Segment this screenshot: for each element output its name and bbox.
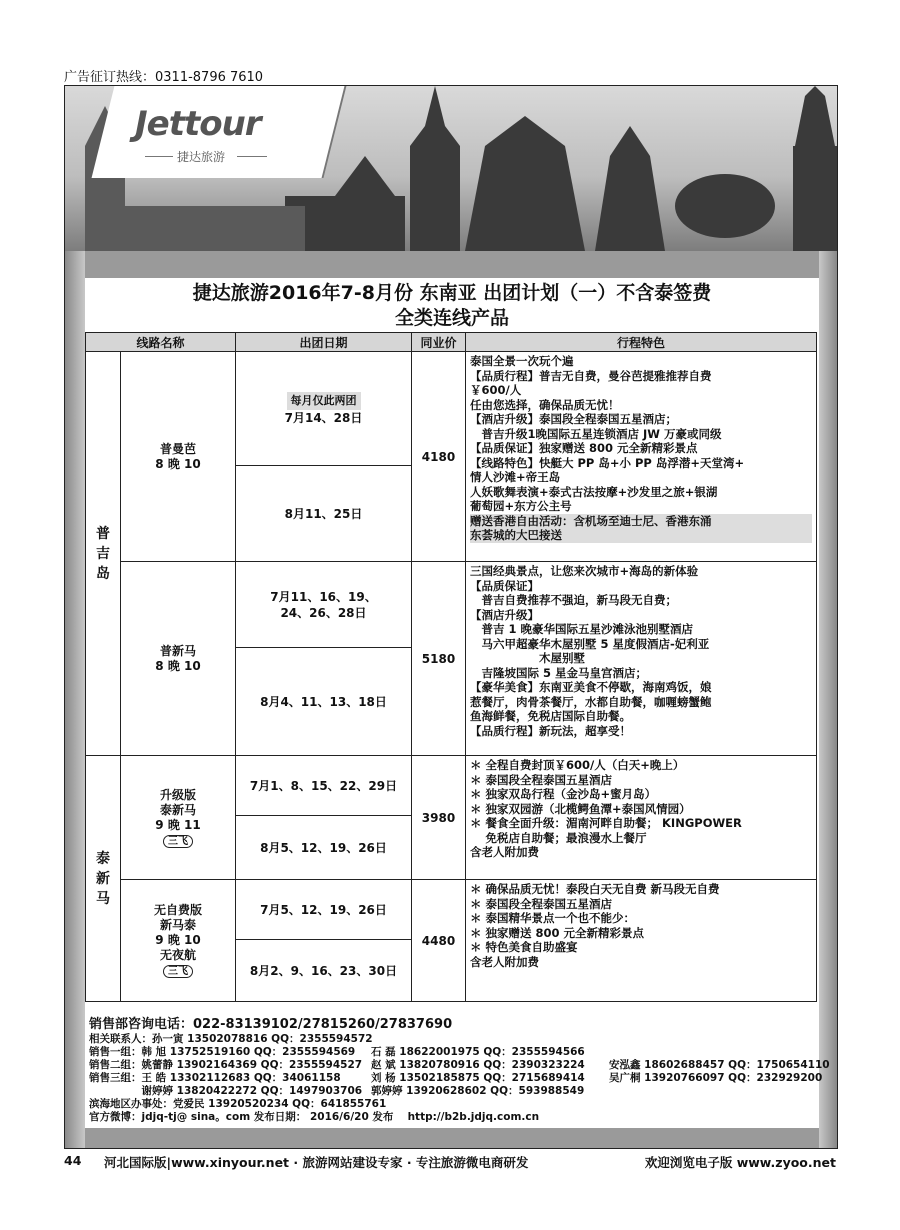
ad-hotline: 广告征订热线：0311-8796 7610 <box>64 70 264 85</box>
schedule-table <box>85 332 817 1002</box>
region-thai-sg-my: 泰 新 马 <box>86 756 121 1002</box>
header-features: 行程特色 <box>466 333 817 352</box>
route-name: 升级版 泰新马 9 晚 11 三飞 <box>121 756 236 880</box>
page-subtitle: 全类连线产品 <box>394 307 509 329</box>
logo-divider-right <box>237 156 267 157</box>
table-row <box>86 756 817 816</box>
plane-icon: 三飞 <box>163 965 193 978</box>
departure-dates: 8月11、25日 <box>236 466 412 562</box>
price: 4180 <box>412 352 466 562</box>
related-contact: 相关联系人：孙一寅 13502078816 QQ：2355594572 <box>89 1033 373 1045</box>
side-decoration-left <box>65 251 85 1148</box>
schedule-panel <box>85 278 830 1128</box>
table-header <box>86 333 817 352</box>
header-route: 线路名称 <box>86 333 236 352</box>
route-name: 普曼芭 8 晚 10 <box>121 352 236 562</box>
departure-dates: 每月仅此两团 7月14、28日 <box>236 352 412 466</box>
departure-dates: 7月11、16、19、 24、26、28日 <box>236 562 412 648</box>
flyer-frame <box>64 85 838 1149</box>
sales-row: 销售三组：王 皓 13302112683 QQ：34061158 刘 杨 13502185875 QQ：2715689414 吴广桐 13920766097 QQ：232929200 <box>89 1072 823 1084</box>
table-row <box>86 880 817 940</box>
header-dates: 出团日期 <box>236 333 412 352</box>
table-row <box>86 562 817 648</box>
region-phuket: 普 吉 岛 <box>86 352 121 756</box>
departure-dates: 8月5、12、19、26日 <box>236 816 412 880</box>
footer-link[interactable]: 欢迎浏览电子版 www.zyoo.net <box>644 1155 836 1170</box>
price: 5180 <box>412 562 466 756</box>
table-row <box>86 352 817 466</box>
departure-dates: 7月1、8、15、22、29日 <box>236 756 412 816</box>
logo-divider-left <box>145 156 173 157</box>
jettour-logo: Jettour <box>135 104 261 144</box>
binhai-office: 滨海地区办事处：党爱民 13920520234 QQ：641855761 <box>89 1098 387 1110</box>
features: 泰国全景一次玩个遍 【品质行程】普吉无自费，曼谷芭提雅推荐自费 ￥600/人 任由您选择，确保品质无忧！ 【酒店升级】泰国段全程泰国五星酒店； 普吉升级1晚国际五星连锁酒店 JW 万豪或同级 【品质保证】独家赠送 800 元全新精彩景点 【线路特色】快艇大 PP 岛+小 PP 岛浮潜+天堂湾+ 情人沙滩+帝王岛 人妖歌舞表演+泰式古法按摩+沙发里之旅+银湖 葡萄园+东方公主号 赠送香港自由活动：含机场至迪士尼、香港东涌 东荟城的大巴接送 <box>466 352 817 562</box>
contact-info <box>89 1016 830 1124</box>
departure-dates: 8月4、11、13、18日 <box>236 648 412 756</box>
features: 三国经典景点，让您来次城市+海岛的新体验 【品质保证】 普吉自费推荐不强迫，新马段无自费； 【酒店升级】 普吉 1 晚豪华国际五星沙滩泳池别墅酒店 马六甲超豪华木屋别墅 5 星度假酒店-妃利亚 木屋别墅 吉隆坡国际 5 星金马皇宫酒店； 【豪华美食】东南亚美食不停歇，海南鸡饭，娘 惹餐厅，肉骨茶餐厅，水都自助餐，咖喱螃蟹鲍 鱼海鲜餐，免税店国际自助餐。 【品质行程】新玩法，超享受！ <box>466 562 817 756</box>
departure-dates: 8月2、9、16、23、30日 <box>236 940 412 1002</box>
plane-icon: 三飞 <box>163 835 193 848</box>
features: ＊ 全程自费封顶￥600/人（白天+晚上） ＊ 泰国段全程泰国五星酒店 ＊ 独家双岛行程（金沙岛+蜜月岛） ＊ 独家双园游（北榄鳄鱼潭+泰国风情园） ＊ 餐食全面升级：湄南河畔自助餐； KINGPOWER 免税店自助餐；最浪漫水上餐厅 含老人附加费 <box>466 756 817 880</box>
side-decoration-right <box>819 251 837 1148</box>
header-price: 同业价 <box>412 333 466 352</box>
note-badge: 每月仅此两团 <box>287 392 361 410</box>
sales-row: 销售二组：姚蕾静 13902164369 QQ：2355594527 赵 斌 13820780916 QQ：2390323224 安泓鑫 18602688457 QQ：1750654110 <box>89 1059 830 1071</box>
footer-text: 河北国际版|www.xinyour.net · 旅游网站建设专家 · 专注旅游微电商研发 <box>104 1155 529 1170</box>
departure-dates: 7月5、12、19、26日 <box>236 880 412 940</box>
route-name: 普新马 8 晚 10 <box>121 562 236 756</box>
price: 3980 <box>412 756 466 880</box>
official-weibo: 官方微博：jdjq-tj@ sina。com 发布日期： 2016/6/20 发布 http://b2b.jdjq.com.cn <box>89 1111 540 1123</box>
page-number: 44 <box>64 1153 82 1168</box>
page-title: 捷达旅游2016年7-8月份 东南亚 出团计划（一）不含泰签费 <box>192 282 712 304</box>
banner-image <box>65 86 837 251</box>
price: 4480 <box>412 880 466 1002</box>
route-name: 无自费版 新马泰 9 晚 10 无夜航 三飞 <box>121 880 236 1002</box>
sales-row: 销售一组：韩 旭 13752519160 QQ：2355594569 石 磊 18622001975 QQ：2355594566 <box>89 1046 585 1058</box>
logo-subtitle: 捷达旅游 <box>177 150 226 164</box>
features: ＊ 确保品质无忧！泰段白天无自费 新马段无自费 ＊ 泰国段全程泰国五星酒店 ＊ 泰国精华景点一个也不能少： ＊ 独家赠送 800 元全新精彩景点 ＊ 特色美食自助盛宴 含老人附加费 <box>466 880 817 1002</box>
sales-row: 谢婷婷 13820422272 QQ：1497903706 郭婷婷 13920628602 QQ：593988549 <box>89 1085 585 1097</box>
sales-phone: 销售部咨询电话：022-83139102/27815260/27837690 <box>89 1017 453 1032</box>
